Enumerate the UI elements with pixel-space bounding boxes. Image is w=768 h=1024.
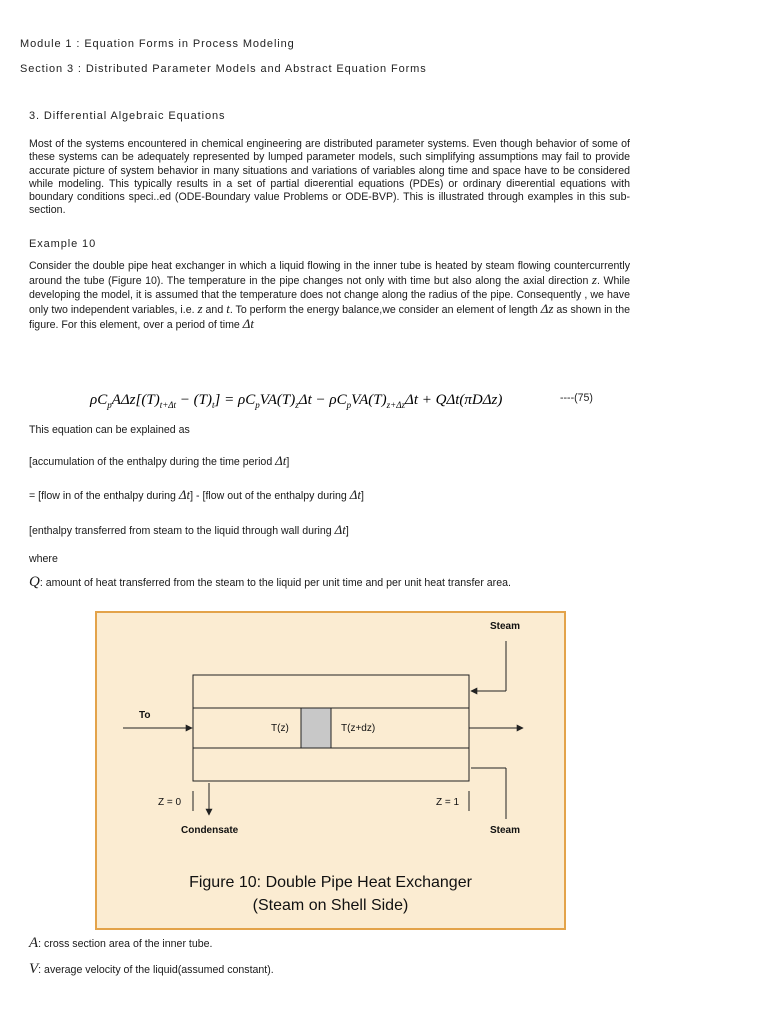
label-steam-top: Steam xyxy=(490,621,521,632)
explanation-line-1: [accumulation of the enthalpy during the time period Δt] xyxy=(29,453,290,468)
symbol-q: Q xyxy=(29,574,40,590)
label-z1: Z = 1 xyxy=(436,797,460,808)
definition-v: V: average velocity of the liquid(assumed constant). xyxy=(29,961,274,977)
example-text-1: Consider the double pipe heat exchanger in which a liquid flowing in the inner tube is heated by steam flowing countercurrently around the tube (Figure 10). The temperature in the pipe changes not only with time but also along the axial direction z. While developing the model, it is assumed that the temperature does not change along the radius of the pipe. Consequently , we have only two independent variables, i.e. z and t. To perform the energy balance,we consider an element of length Δz as shown in the figure. For this element, over a period of time Δt xyxy=(29,260,631,332)
example-paragraph xyxy=(29,260,630,332)
definition-q: Q: amount of heat transferred from the steam to the liquid per unit time and per unit heat transfer area. xyxy=(29,574,511,590)
section-title: Section 3 : Distributed Parameter Models and Abstract Equation Forms xyxy=(20,63,427,75)
equation-75 xyxy=(90,391,630,410)
where-label: where xyxy=(29,553,58,565)
intro-paragraph: Most of the systems encountered in chemical engineering are distributed parameter systems. Even though behavior of some of these systems can be adequately represented by lumped parameter models, such simplifying assumptions may fail to provide accurate picture of system behavior in many situations and variations of variables along time and space have to be considered while modeling. This typically results in a set of partial di¤erential equations (PDEs) or ordinary di¤erential equations with boundary conditions speci..ed (ODE-Boundary value Problems or ODE-BVP). This is illustrated through examples in this sub-section. xyxy=(29,138,630,217)
subsection-title: 3. Differential Algebraic Equations xyxy=(29,110,226,122)
explanation-line-2: = [flow in of the enthalpy during Δt] - [flow out of the enthalpy during Δt] xyxy=(29,487,364,502)
figure-caption-line-1: Figure 10: Double Pipe Heat Exchanger xyxy=(189,874,472,891)
figure-10 xyxy=(95,611,566,930)
label-tzdz: T(z+dz) xyxy=(341,723,376,734)
label-condensate: Condensate xyxy=(181,825,239,836)
module-title: Module 1 : Equation Forms in Process Modeling xyxy=(20,38,295,50)
equation-body: $\rho C_pA\Delta z[(T)_{t+\Delta t} - (T)_t] = \rho C_pVA(T)_z\Delta t - \rho C_pVA(T)_{z+\Delta z}\Delta t + Q\Delta t(\pi D\Delta z)$ xyxy=(90,392,503,410)
symbol-v: V xyxy=(29,961,39,977)
label-z0: Z = 0 xyxy=(158,797,182,808)
equation-number: ----(75) xyxy=(560,392,593,404)
label-tz: T(z) xyxy=(271,723,289,734)
label-to: To xyxy=(139,710,151,721)
explanation-intro: This equation can be explained as xyxy=(29,424,190,436)
definition-a: A: cross section area of the inner tube. xyxy=(29,935,213,951)
symbol-a: A xyxy=(29,935,39,951)
element-dz xyxy=(301,708,331,748)
figure-caption-line-2: (Steam on Shell Side) xyxy=(252,897,409,914)
explanation-line-3: [enthalpy transferred from steam to the liquid through wall during Δt] xyxy=(29,522,349,537)
label-steam-bottom: Steam xyxy=(490,825,521,836)
example-title: Example 10 xyxy=(29,238,97,250)
